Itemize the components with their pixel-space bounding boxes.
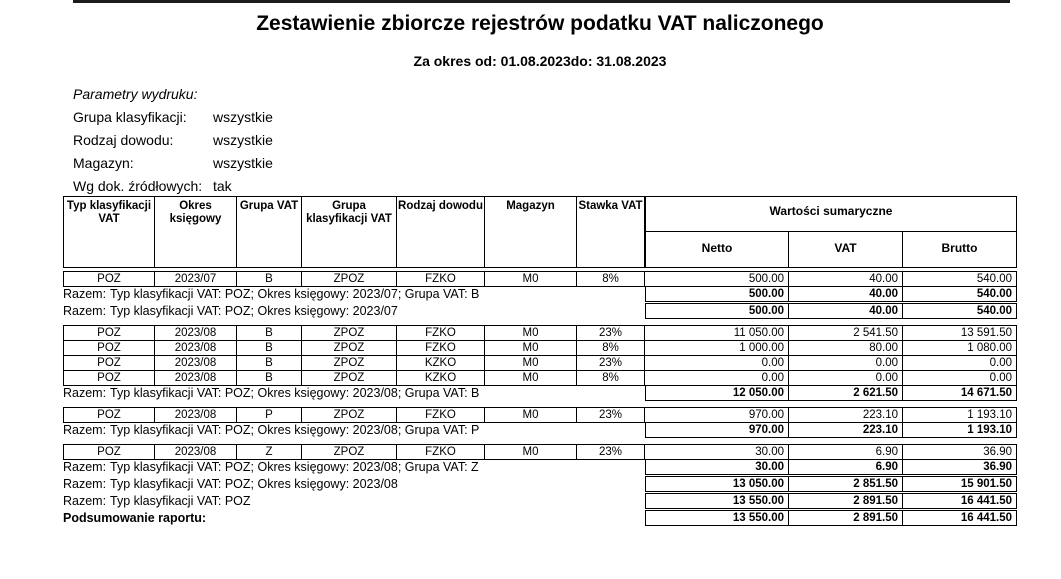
- data-cell: B: [237, 370, 302, 386]
- subtotal-amount-cell: 14 671.50: [903, 385, 1017, 401]
- data-cell: ZPOZ: [302, 370, 397, 386]
- data-cell: Z: [237, 444, 302, 460]
- subtotal-amount-cell: 16 441.50: [903, 510, 1017, 526]
- subtotal-row: [63, 303, 1017, 319]
- data-cell: 2023/08: [155, 444, 237, 460]
- amount-cell: 2 541.50: [789, 325, 903, 341]
- data-cell: POZ: [63, 271, 155, 287]
- data-cell: 8%: [577, 340, 645, 356]
- data-cell: 23%: [577, 325, 645, 341]
- data-cell: M0: [485, 444, 577, 460]
- data-cell: ZPOZ: [302, 355, 397, 371]
- amount-cell: 1 000.00: [645, 340, 789, 356]
- subtotal-amount-cell: 1 193.10: [903, 422, 1017, 438]
- parameter-label: Magazyn:: [73, 155, 134, 171]
- subtotal-amount-cell: 2 891.50: [789, 493, 903, 509]
- parameter-value: tak: [213, 178, 232, 194]
- table-row: [63, 370, 1017, 386]
- subtotal-amount-cell: 15 901.50: [903, 476, 1017, 492]
- column-header-okres-ksiegowy: Okres księgowy: [155, 196, 237, 268]
- subtotal-amount-cell: 13 050.00: [645, 476, 789, 492]
- data-cell: 8%: [577, 370, 645, 386]
- data-cell: ZPOZ: [302, 325, 397, 341]
- subtotal-description: Typ klasyfikacji VAT: POZ; Okres księgowy: 2023/07; Grupa VAT: B: [110, 286, 480, 301]
- data-cell: ZPOZ: [302, 340, 397, 356]
- amount-cell: 0.00: [903, 370, 1017, 386]
- data-cell: FZKO: [397, 325, 485, 341]
- column-header-netto: Netto: [645, 232, 789, 268]
- amount-cell: 0.00: [903, 355, 1017, 371]
- table-row: [63, 444, 1017, 460]
- subtotal-label: Razem:: [63, 422, 107, 437]
- data-cell: POZ: [63, 340, 155, 356]
- subtotal-label: Razem:: [63, 385, 107, 400]
- table-section: [63, 407, 1017, 438]
- subtotal-label-area: [63, 459, 645, 475]
- subtotal-amount-cell: 223.10: [789, 422, 903, 438]
- summary-subheader-row: [645, 232, 1017, 268]
- data-cell: FZKO: [397, 340, 485, 356]
- amount-cell: 970.00: [645, 407, 789, 423]
- subtotal-amount-cell: 500.00: [645, 303, 789, 319]
- data-cell: 2023/08: [155, 370, 237, 386]
- amount-cell: 13 591.50: [903, 325, 1017, 341]
- subtotal-description: Typ klasyfikacji VAT: POZ; Okres księgowy: 2023/07: [110, 303, 398, 318]
- column-header-vat: VAT: [789, 232, 903, 268]
- print-parameters: [73, 86, 493, 201]
- subtotal-amount-cell: 13 550.00: [645, 493, 789, 509]
- data-cell: M0: [485, 355, 577, 371]
- subtotal-amount-cell: 13 550.00: [645, 510, 789, 526]
- report-period: Za okres od: 01.08.2023do: 31.08.2023: [413, 53, 667, 69]
- data-cell: KZKO: [397, 355, 485, 371]
- data-cell: ZPOZ: [302, 407, 397, 423]
- table-header-row: [63, 196, 1017, 268]
- amount-cell: 1 193.10: [903, 407, 1017, 423]
- top-rule: [73, 0, 1010, 3]
- subtotal-label-area: [63, 476, 645, 492]
- subtotal-amount-cell: 540.00: [903, 303, 1017, 319]
- amount-cell: 11 050.00: [645, 325, 789, 341]
- data-cell: B: [237, 271, 302, 287]
- column-header-brutto: Brutto: [903, 232, 1017, 268]
- data-cell: POZ: [63, 407, 155, 423]
- amount-cell: 80.00: [789, 340, 903, 356]
- amount-cell: 1 080.00: [903, 340, 1017, 356]
- subtotal-row: [63, 385, 1017, 401]
- data-cell: 2023/08: [155, 407, 237, 423]
- amount-cell: 0.00: [645, 370, 789, 386]
- data-cell: M0: [485, 340, 577, 356]
- data-cell: ZPOZ: [302, 444, 397, 460]
- subtotal-description: Typ klasyfikacji VAT: POZ; Okres księgowy: 2023/08: [110, 476, 398, 491]
- parameter-label: Grupa klasyfikacji:: [73, 109, 187, 125]
- subtotal-label-area: [63, 422, 645, 438]
- subtotal-amount-cell: 40.00: [789, 303, 903, 319]
- parameter-value: wszystkie: [213, 155, 273, 171]
- column-header-grupa-vat: Grupa VAT: [237, 196, 302, 268]
- subtotal-label: Razem:: [63, 493, 107, 508]
- parameter-row: [73, 178, 493, 194]
- data-cell: B: [237, 355, 302, 371]
- subtotal-row: [63, 476, 1017, 492]
- data-cell: M0: [485, 407, 577, 423]
- data-cell: P: [237, 407, 302, 423]
- table-section: [63, 271, 1017, 319]
- subtotal-amount-cell: 30.00: [645, 459, 789, 475]
- data-cell: POZ: [63, 325, 155, 341]
- table-row: [63, 271, 1017, 287]
- amount-cell: 40.00: [789, 271, 903, 287]
- subtotal-amount-cell: 2 621.50: [789, 385, 903, 401]
- data-cell: 2023/08: [155, 355, 237, 371]
- table-section: [63, 325, 1017, 401]
- subtotal-amount-cell: 2 891.50: [789, 510, 903, 526]
- parameter-row: [73, 109, 493, 125]
- subtotal-row: [63, 459, 1017, 475]
- subtotal-row: [63, 493, 1017, 509]
- subtotal-description: Typ klasyfikacji VAT: POZ; Okres księgowy: 2023/08; Grupa VAT: B: [110, 385, 480, 400]
- table-row: [63, 355, 1017, 371]
- data-cell: ZPOZ: [302, 271, 397, 287]
- parameter-row: [73, 132, 493, 148]
- table-row: [63, 407, 1017, 423]
- report-title: Zestawienie zbiorcze rejestrów podatku VAT naliczonego: [256, 12, 824, 35]
- subtotal-amount-cell: 12 050.00: [645, 385, 789, 401]
- data-cell: FZKO: [397, 444, 485, 460]
- data-cell: 2023/08: [155, 340, 237, 356]
- subtotal-label-area: [63, 286, 645, 302]
- subtotal-label-area: [63, 303, 645, 319]
- subtotal-amount-cell: 16 441.50: [903, 493, 1017, 509]
- parameter-label: Wg dok. źródłowych:: [73, 178, 203, 194]
- amount-cell: 30.00: [645, 444, 789, 460]
- subtotal-row: [63, 286, 1017, 302]
- data-cell: 8%: [577, 271, 645, 287]
- subtotal-description: Typ klasyfikacji VAT: POZ; Okres księgowy: 2023/08; Grupa VAT: Z: [110, 459, 479, 474]
- amount-cell: 0.00: [789, 370, 903, 386]
- table-row: [63, 340, 1017, 356]
- data-cell: KZKO: [397, 370, 485, 386]
- data-cell: POZ: [63, 370, 155, 386]
- data-cell: M0: [485, 370, 577, 386]
- data-cell: 2023/08: [155, 325, 237, 341]
- subtotal-row: [63, 422, 1017, 438]
- parameters-heading: Parametry wydruku:: [73, 86, 198, 102]
- subtotal-description: Typ klasyfikacji VAT: POZ: [110, 493, 251, 508]
- summary-group-header: Wartości sumaryczne: [645, 196, 1017, 232]
- vat-table: [63, 196, 1017, 526]
- subtotal-amount-cell: 2 851.50: [789, 476, 903, 492]
- subtotal-label-area: [63, 510, 645, 526]
- subtotal-label: Razem:: [63, 476, 107, 491]
- data-cell: 23%: [577, 355, 645, 371]
- data-cell: FZKO: [397, 407, 485, 423]
- subtotal-amount-cell: 36.90: [903, 459, 1017, 475]
- amount-cell: 500.00: [645, 271, 789, 287]
- data-cell: 23%: [577, 444, 645, 460]
- data-cell: FZKO: [397, 271, 485, 287]
- subtotal-amount-cell: 970.00: [645, 422, 789, 438]
- column-header-typ-klasyfikacji-vat: Typ klasyfikacji VAT: [63, 196, 155, 268]
- parameter-row: [73, 155, 493, 171]
- vat-table-body: [63, 271, 1017, 526]
- data-cell: 23%: [577, 407, 645, 423]
- data-cell: 2023/07: [155, 271, 237, 287]
- subtotal-amount-cell: 6.90: [789, 459, 903, 475]
- parameter-label: Rodzaj dowodu:: [73, 132, 174, 148]
- data-cell: B: [237, 325, 302, 341]
- subtotal-label-area: [63, 385, 645, 401]
- subtotal-amount-cell: 500.00: [645, 286, 789, 302]
- subtotal-amount-cell: 40.00: [789, 286, 903, 302]
- subtotal-label: Razem:: [63, 459, 107, 474]
- amount-cell: 223.10: [789, 407, 903, 423]
- data-cell: B: [237, 340, 302, 356]
- subtotal-label: Razem:: [63, 286, 107, 301]
- column-header-stawka-vat: Stawka VAT: [577, 196, 645, 268]
- report-summary-row: [63, 510, 1017, 526]
- parameter-value: wszystkie: [213, 132, 273, 148]
- subtotal-description: Typ klasyfikacji VAT: POZ; Okres księgowy: 2023/08; Grupa VAT: P: [110, 422, 480, 437]
- amount-cell: 6.90: [789, 444, 903, 460]
- column-header-grupa-klasyfikacji-vat: Grupa klasyfikacji VAT: [302, 196, 397, 268]
- table-row: [63, 325, 1017, 341]
- amount-cell: 0.00: [789, 355, 903, 371]
- summary-values-header-group: [645, 196, 1017, 268]
- parameter-value: wszystkie: [213, 109, 273, 125]
- data-cell: M0: [485, 325, 577, 341]
- subtotal-amount-cell: 540.00: [903, 286, 1017, 302]
- amount-cell: 36.90: [903, 444, 1017, 460]
- column-header-rodzaj-dowodu: Rodzaj dowodu: [397, 196, 485, 268]
- amount-cell: 0.00: [645, 355, 789, 371]
- subtotal-label: Razem:: [63, 303, 107, 318]
- subtotal-label-area: [63, 493, 645, 509]
- data-cell: POZ: [63, 355, 155, 371]
- report-summary-label: Podsumowanie raportu:: [63, 510, 207, 525]
- amount-cell: 540.00: [903, 271, 1017, 287]
- table-section: [63, 444, 1017, 526]
- data-cell: M0: [485, 271, 577, 287]
- column-header-magazyn: Magazyn: [485, 196, 577, 268]
- data-cell: POZ: [63, 444, 155, 460]
